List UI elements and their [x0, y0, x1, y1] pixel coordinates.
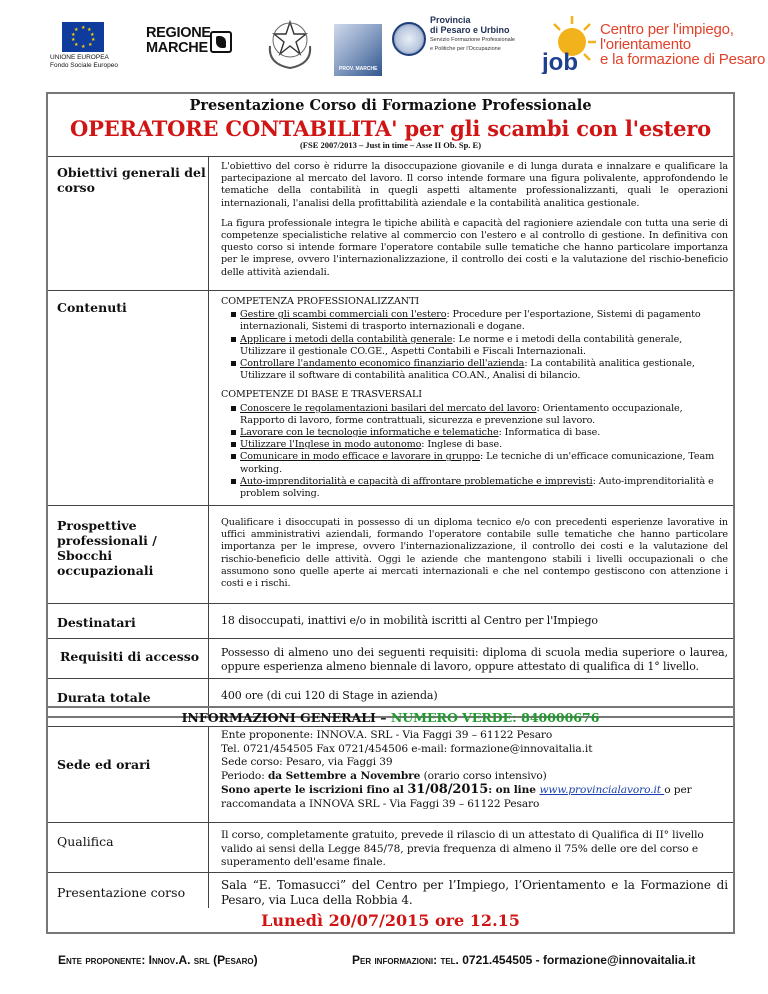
eu-flag-logo: [62, 22, 104, 52]
eu-stars-icon: ★ ★ ★ ★ ★ ★ ★ ★ ★ ★: [71, 25, 96, 50]
label-sede: Sede ed orari: [57, 757, 151, 772]
presentation-date: Lunedì 20/07/2015 ore 12.15: [261, 911, 520, 930]
row-destinatari: [48, 603, 733, 638]
footer-contact-details: 0721.454505 - formazione@innovaitalia.it: [462, 953, 696, 967]
provincialavoro-link[interactable]: www.provincialavoro.it: [539, 784, 665, 796]
text-presentazione: Sala “E. Tomasucci” del Centro per l’Impiego, l’Orientamento e la Formazione di Pesaro, via Luca della Robbia 4.: [221, 878, 728, 907]
course-table: [46, 92, 735, 718]
label-durata: Durata totale: [57, 690, 151, 705]
regione-marche-logo: [146, 23, 236, 63]
centro-impiego-caption: Centro per l'impiego, l'orientamento e la formazione di Pesaro: [600, 21, 766, 68]
contenuti-section-trasversali: [221, 389, 728, 500]
text-prospettive: Qualificare i disoccupati in possesso di un diploma tecnico e/o con precedenti esperienze lavorative in uffici amministrativi aziendali, formando l'operatore contabile sulle tematiche che hanno particolare importanza per le imprese, ovvero l'internazionalizzazione, il controllo dei costi e la valutazione del rischio-beneficio delle attività. Oggi le aziende che mantengono stabili i livelli occupazionali o che assumono sono quelle aperte ai mercati internazionali e che nel contempo gestiscono con attenzione i costi e i rischi.: [221, 517, 728, 590]
program-reference: (FSE 2007/2013 – Just in time – Asse II Ob. Sp. E): [299, 140, 482, 150]
footer-contact: Per informazioni: tel. 0721.454505 - formazione@innovaitalia.it: [352, 953, 696, 967]
row-sede: [48, 726, 733, 822]
provincia-caption: Provincia di Pesaro e Urbino Servizio Formazione Professionale e Politiche per l'Occupazione: [430, 15, 515, 52]
text-sede: Ente proponente: INNOV.A. SRL - Via Faggi 39 – 61122 Pesaro Tel. 0721/454505 Fax 0721/454506 e-mail: formazione@innovaitalia.it Sede corso: Pesaro, via Faggi 39 Periodo: da Settembre a Novembre (orario corso intensivo) Sono aperte le iscrizioni fino al 31/08/2015: on line www.provincialavoro.it o per raccomandata a INNOVA SRL - Via Faggi 39 – 61122 Pesaro: [221, 729, 692, 810]
marche-mark-icon: [210, 31, 232, 53]
list-item: Lavorare con le tecnologie informatiche e telematiche: Informatica di base.: [231, 427, 728, 439]
row-prospettive: [48, 505, 733, 603]
row-presentazione: [48, 872, 733, 909]
text-durata: 400 ore (di cui 120 di Stage in azienda): [221, 689, 438, 702]
course-title: OPERATORE CONTABILITA' per gli scambi con l'estero: [70, 116, 711, 141]
job-centre-logo: [536, 12, 598, 74]
text-qualifica: Il corso, completamente gratuito, prevede il rilascio di un attestato di Qualifica di II° livello valido ai sensi della Legge 845/78, previa frequenza di almeno il 75% delle ore del corso e superamento dell'esame finale.: [221, 829, 704, 868]
label-requisiti: Requisiti di accesso: [60, 649, 200, 664]
list-item: Applicare i metodi della contabilità generale: Le norme e i metodi della contabilità generale, Utilizzare il gestionale CO.GE., Aspetti Contabili e Fiscali Internazionali.: [231, 334, 728, 358]
list-item: Comunicare in modo efficace e lavorare in gruppo: Le tecniche di un'efficace comunicazione, Team working.: [231, 451, 728, 475]
row-requisiti: [48, 638, 733, 678]
enrollment-deadline: 31/08/2015: [407, 782, 489, 797]
regione-word: REGIONE: [146, 25, 211, 41]
document-subtitle: Presentazione Corso di Formazione Professionale: [189, 97, 592, 114]
list-item: Gestire gli scambi commerciali con l'estero: Procedure per l'esportazione, Sistemi di pagamento internazionali, Sistemi di trasporto internazionali e dogane.: [231, 309, 728, 333]
text-obiettivi: [221, 161, 728, 279]
section-heading: COMPETENZE DI BASE E TRASVERSALI: [221, 389, 422, 401]
footer-proponent: Ente proponente: Innov.A. srl (Pesaro): [58, 953, 258, 967]
text-destinatari: 18 disoccupati, inattivi e/o in mobilità iscritti al Centro per l'Impiego: [221, 614, 598, 627]
row-obiettivi: [48, 156, 733, 290]
label-presentazione: Presentazione corso: [57, 885, 186, 900]
toll-free-number: NUMERO VERDE: 840000676: [390, 710, 600, 725]
italian-republic-emblem-icon: [266, 16, 314, 70]
list-item: Conoscere le regolamentazioni basilari del mercato del lavoro: Orientamento occupazionale, Rapporto di lavoro, forme contrattuali, sicurezza e prevenzione sul lavoro.: [231, 403, 728, 427]
marche-word: MARCHE: [146, 40, 208, 56]
obiettivi-paragraph-1: L'obiettivo del corso è ridurre la disoccupazione giovanile e di lunga durata e innalzare e qualificare la partecipazione al mercato del lavoro. Il corso intende formare una figura polivalente, approfondendo le tematiche della contabilità in quegli aspetti altamente professionalizzanti, quali le operazioni internazionali, l'analisi della profittabilità aziendale e la contabilità analitica gestionale.: [221, 161, 728, 209]
label-obiettivi: Obiettivi generali del corso: [57, 165, 206, 195]
text-contenuti: [221, 296, 728, 500]
list-item: Controllare l'andamento economico finanziario dell'azienda: La contabilità analitica gestionale, Utilizzare il software di contabilità analitica CO.AN., Analisi di bilancio.: [231, 358, 728, 382]
text-requisiti: Possesso di almeno uno dei seguenti requisiti: diploma di scuola media superiore o laurea, oppure esperienza almeno biennale di lavoro, oppure attestato di qualifica di 1° livello.: [221, 646, 728, 673]
eu-caption: UNIONE EUROPEA Fondo Sociale Europeo: [50, 54, 118, 69]
list-item: Utilizzare l'Inglese in modo autonomo: Inglese di base.: [231, 439, 728, 451]
regional-photo-logo: PROV. MARCHE: [334, 24, 382, 76]
list-item: Auto-imprenditorialità e capacità di affrontare problematiche e imprevisti: Auto-imprenditorialità e problem solving.: [231, 476, 728, 500]
section-heading: COMPETENZA PROFESSIONALIZZANTI: [221, 296, 420, 307]
contenuti-section-professionalizzanti: [221, 296, 728, 382]
obiettivi-paragraph-2: La figura professionale integra le tipiche abilità e capacità del ragioniere aziendale con tutta una serie di competenze specialistiche relative al commercio con l'estero e al controllo di gestione. In definitiva con questo corso si intende formare l'operatore contabile sulle tematiche che hanno particolare importanza per le imprese, ovvero l'internazionalizzazione, il controllo dei costi e la valutazione del rischio-beneficio delle attività aziendali.: [221, 217, 728, 278]
row-qualifica: [48, 822, 733, 872]
job-word: job: [542, 49, 578, 74]
logo-strip: [0, 0, 768, 90]
label-qualifica: Qualifica: [57, 834, 114, 849]
label-contenuti: Contenuti: [57, 300, 127, 315]
provincia-crest-icon: [392, 22, 426, 56]
general-info-table: [46, 706, 735, 934]
info-heading: INFORMAZIONI GENERALI – NUMERO VERDE: 840000676: [181, 710, 600, 725]
label-prospettive: Prospettive professionali / Sbocchi occupazionali: [57, 518, 157, 578]
label-destinatari: Destinatari: [57, 615, 136, 630]
row-contenuti: [48, 290, 733, 505]
